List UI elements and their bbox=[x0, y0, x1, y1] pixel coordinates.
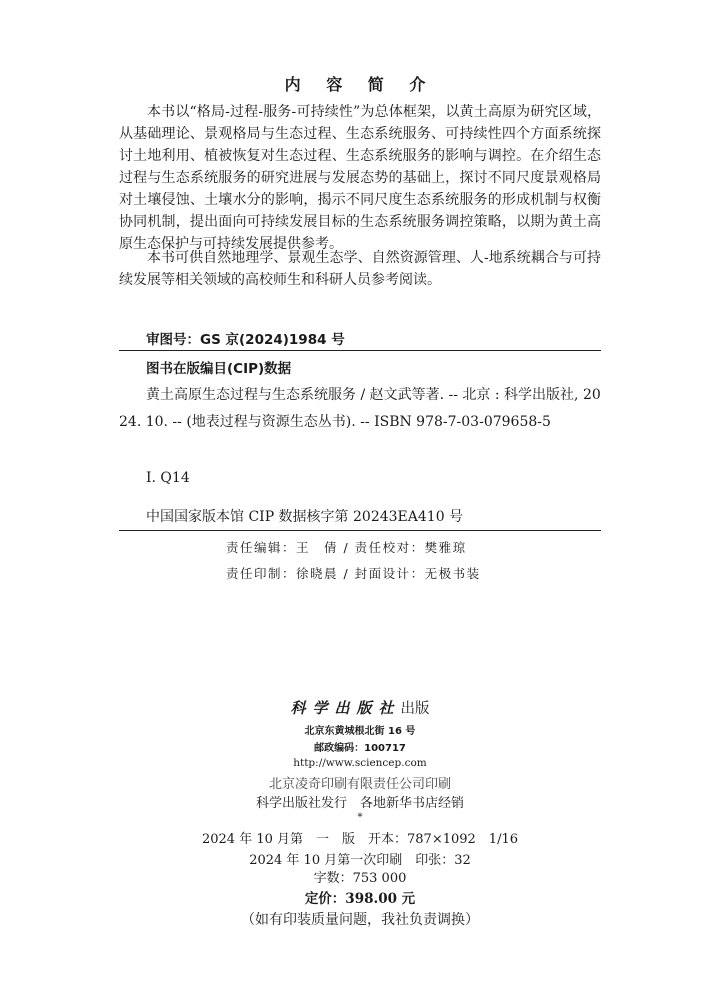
cip-heading: 图书在版编目(CIP)数据 bbox=[146, 361, 292, 377]
cip-top-rule bbox=[119, 350, 601, 351]
quality-notice: （如有印装质量问题，我社负责调换） bbox=[241, 912, 479, 928]
price: 定价：398.00 元 bbox=[304, 891, 416, 907]
publisher-address: 北京东黄城根北街 16 号 bbox=[304, 726, 416, 737]
word-count: 字数：753 000 bbox=[313, 871, 407, 886]
credits-editors: 责任编辑：王 倩 / 责任校对：樊雅琼 bbox=[226, 540, 467, 555]
distribution-line: 科学出版社发行 各地新华书店经销 bbox=[255, 796, 464, 811]
printing-line: 2024 年 10 月第一次印刷 印张：32 bbox=[249, 853, 471, 868]
summary-title: 内 容 简 介 bbox=[284, 75, 436, 94]
printer-line: 北京凌奇印刷有限责任公司印刷 bbox=[268, 777, 451, 792]
cip-classification: Ⅰ. Q14 bbox=[146, 470, 190, 486]
summary-paragraph-1: 本书以“格局-过程-服务-可持续性”为总体框架，以黄土高原为研究区域，从基础理论、景观格局与生态过程、生态系统服务、可持续性四个方面系统探讨土地利用、植被恢复对生态过程、生态系统服务的影响与调控。在介绍生态过程与生态系统服务的研究进展与发展态势的基础上，探讨不同尺度景观格局对土壤侵蚀、土壤水分的影响，揭示不同尺度生态系统服务的形成机制与权衡协同机制，提出面向可持续发展目标的生态系统服务调控策略，以期为黄土高原生态保护与可持续发展提供参考。 bbox=[119, 104, 601, 252]
cip-record: 黄土高原生态过程与生态系统服务 / 赵文武等著. -- 北京 : 科学出版社, 2024. 10. -- (地表过程与资源生态丛书). -- ISBN 978-7-03-079658-5 bbox=[119, 387, 601, 430]
publisher-line bbox=[0, 697, 720, 718]
cip-verification-number: 中国国家版本馆 CIP 数据核字第 20243EA410 号 bbox=[146, 509, 464, 525]
credits-production: 责任印制：徐晓晨 / 封面设计：无极书装 bbox=[226, 566, 481, 581]
summary-paragraph-2: 本书可供自然地理学、景观生态学、自然资源管理、人-地系统耦合与可持续发展等相关领域的高校师生和科研人员参考阅读。 bbox=[119, 250, 601, 288]
publisher-postcode: 邮政编码：100717 bbox=[314, 743, 406, 754]
separator-star: * bbox=[357, 812, 363, 823]
map-approval-number: 审图号：GS 京(2024)1984 号 bbox=[146, 332, 345, 348]
edition-line: 2024 年 10 月第 一 版 开本：787×1092 1/16 bbox=[201, 832, 518, 847]
publisher-logo: 科学出版社 bbox=[290, 699, 401, 717]
cip-bottom-rule bbox=[119, 530, 601, 531]
publisher-url: http://www.sciencep.com bbox=[293, 757, 427, 769]
publisher-suffix: 出版 bbox=[400, 701, 430, 717]
